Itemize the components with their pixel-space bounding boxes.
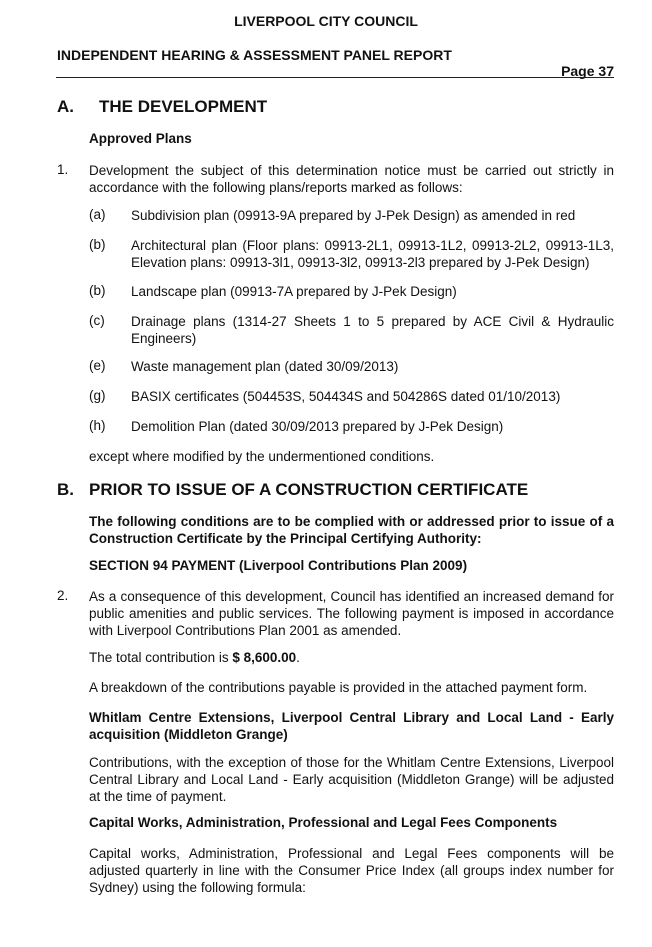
plan-label: (g) (89, 388, 106, 403)
section-b-intro: The following conditions are to be complied with or addressed prior to issue of a Construction Certificate by the Principal Certifying Authority: (89, 514, 614, 546)
capital-text: Capital works, Administration, Professional and Legal Fees components will be adjusted quarterly in line with the Consumer Price Index (all groups index number for Sydney) using the following formula: (89, 846, 614, 895)
total-contribution (89, 649, 300, 666)
plan-label: (e) (89, 358, 106, 373)
plan-text: Landscape plan (09913-7A prepared by J-Pek Design) (131, 284, 457, 299)
breakdown-text: A breakdown of the contributions payable is provided in the attached payment form. (89, 680, 588, 695)
council-title: LIVERPOOL CITY COUNCIL (234, 13, 418, 29)
item-1-text: Development the subject of this determination notice must be carried out strictly in accordance with the following plans/reports marked as follows: (89, 163, 614, 195)
item-1-number: 1. (57, 162, 69, 177)
plan-label: (b) (89, 283, 106, 298)
total-amount: $ 8,600.00 (232, 650, 297, 665)
total-prefix: The total contribution is (89, 650, 233, 665)
s94-heading: SECTION 94 PAYMENT (Liverpool Contributions Plan 2009) (89, 558, 468, 573)
section-a-letter: A. (57, 97, 74, 116)
plan-text: Demolition Plan (dated 30/09/2013 prepared by J-Pek Design) (131, 419, 504, 434)
section-b-title: PRIOR TO ISSUE OF A CONSTRUCTION CERTIFICATE (89, 480, 529, 499)
capital-heading: Capital Works, Administration, Professional and Legal Fees Components (89, 815, 558, 830)
page-number: Page 37 (561, 63, 614, 79)
header-rule (56, 77, 614, 78)
report-title: INDEPENDENT HEARING & ASSESSMENT PANEL REPORT (57, 47, 452, 63)
except-text: except where modified by the undermentioned conditions. (89, 449, 435, 464)
plan-text: Subdivision plan (09913-9A prepared by J-Pek Design) as amended in red (131, 208, 576, 223)
whitlam-heading: Whitlam Centre Extensions, Liverpool Central Library and Local Land - Early acquisition (Middleton Grange) (89, 710, 614, 742)
plan-label: (h) (89, 418, 106, 433)
plan-label: (a) (89, 207, 106, 222)
section-a-title: THE DEVELOPMENT (99, 97, 268, 116)
plan-text: Drainage plans (1314-27 Sheets 1 to 5 prepared by ACE Civil & Hydraulic Engineers) (131, 314, 614, 346)
plan-text: Architectural plan (Floor plans: 09913-2L1, 09913-1L2, 09913-2L2, 09913-1L3, Elevation plans: 09913-3l1, 09913-3l2, 09913-2l3 prepared by J-Pek Design) (131, 238, 614, 270)
approved-plans-heading: Approved Plans (89, 131, 192, 146)
item-2-text: As a consequence of this development, Council has identified an increased demand for public amenities and public services. The following payment is imposed in accordance with Liverpool Contributions Plan 2001 as amended. (89, 589, 614, 638)
plan-text: Waste management plan (dated 30/09/2013) (131, 359, 399, 374)
item-2-number: 2. (57, 588, 69, 603)
plan-label: (b) (89, 237, 106, 252)
section-b-letter: B. (57, 480, 74, 499)
plan-label: (c) (89, 313, 105, 328)
whitlam-text: Contributions, with the exception of those for the Whitlam Centre Extensions, Liverpool Central Library and Local Land - Early acquisition (Middleton Grange) will be adjusted at the time of payment. (89, 755, 614, 804)
plan-text: BASIX certificates (504453S, 504434S and 504286S dated 01/10/2013) (131, 389, 561, 404)
total-suffix: . (296, 650, 300, 665)
